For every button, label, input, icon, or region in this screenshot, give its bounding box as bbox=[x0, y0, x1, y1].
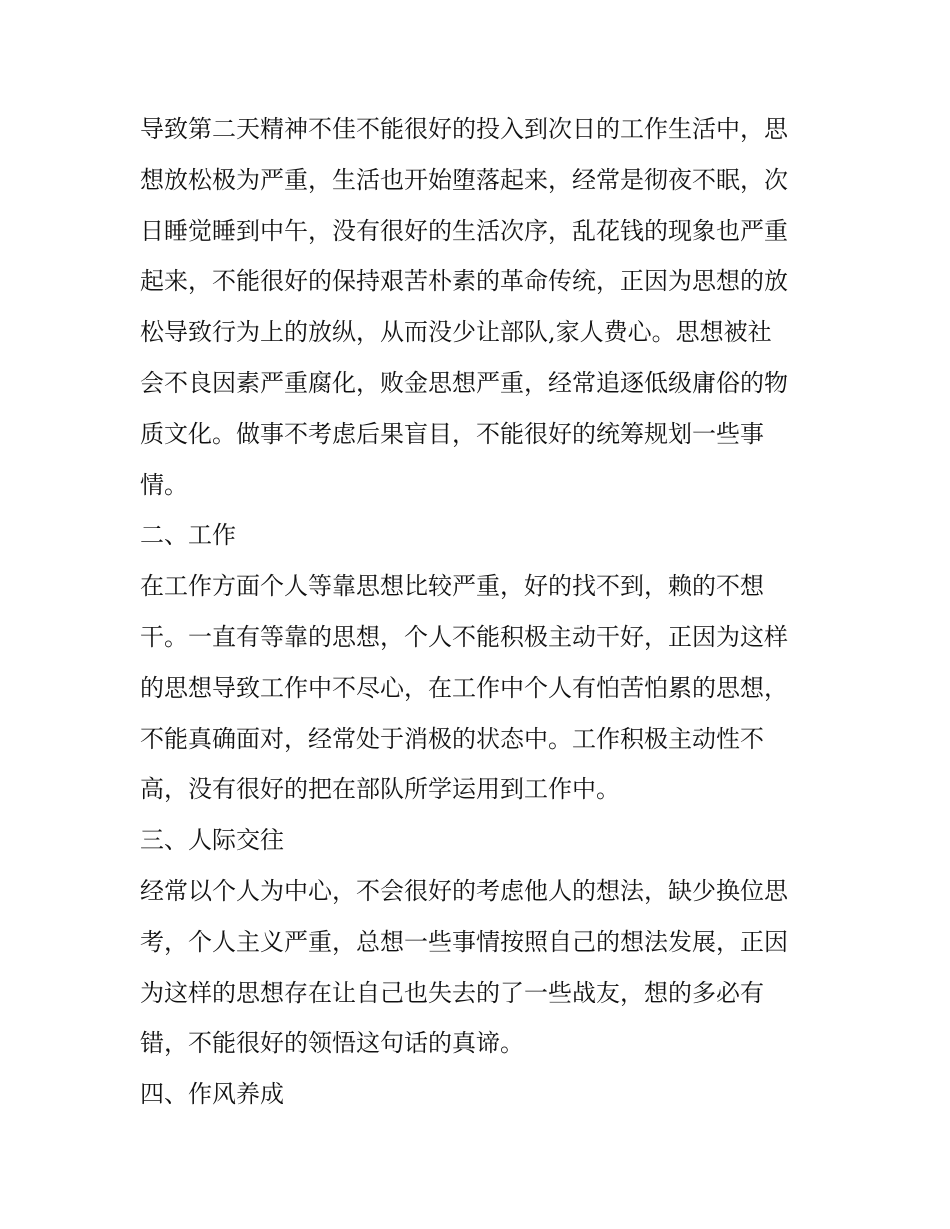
paragraph-line: 经常以个人为中心，不会很好的考虑他人的想法，缺少换位思 bbox=[140, 876, 788, 905]
paragraph-line: 会不良因素严重腐化，败金思想严重，经常追逐低级庸俗的物 bbox=[140, 368, 788, 397]
document-body bbox=[140, 104, 812, 1120]
section-heading-style: 四、作风养成 bbox=[140, 1080, 284, 1109]
paragraph-line: 情。 bbox=[140, 470, 188, 499]
section-heading-relations: 三、人际交往 bbox=[140, 826, 284, 855]
paragraph-line: 干。一直有等靠的思想，个人不能积极主动干好，正因为这样 bbox=[140, 622, 788, 651]
section-heading-work: 二、工作 bbox=[140, 521, 236, 550]
paragraph-line: 高，没有很好的把在部队所学运用到工作中。 bbox=[140, 775, 620, 804]
paragraph-line: 为这样的思想存在让自己也失去的了一些战友，想的多必有 bbox=[140, 978, 764, 1007]
paragraph-line: 日睡觉睡到中午，没有很好的生活次序，乱花钱的现象也严重 bbox=[140, 216, 788, 245]
paragraph-line: 在工作方面个人等靠思想比较严重，好的找不到，赖的不想 bbox=[140, 572, 764, 601]
paragraph-work bbox=[140, 561, 812, 815]
paragraph-line: 起来，不能很好的保持艰苦朴素的革命传统，正因为思想的放 bbox=[140, 267, 788, 296]
paragraph-line: 质文化。做事不考虑后果盲目，不能很好的统筹规划一些事 bbox=[140, 419, 764, 448]
paragraph-line: 松导致行为上的放纵，从而没少让部队,家人费心。思想被社 bbox=[140, 318, 772, 347]
paragraph-line: 错，不能很好的领悟这句话的真谛。 bbox=[140, 1029, 524, 1058]
paragraph-relations bbox=[140, 866, 812, 1069]
paragraph-line: 不能真确面对，经常处于消极的状态中。工作积极主动性不 bbox=[140, 724, 764, 753]
paragraph-line: 导致第二天精神不佳不能很好的投入到次日的工作生活中，思 bbox=[140, 115, 788, 143]
paragraph-line: 想放松极为严重，生活也开始堕落起来，经常是彻夜不眠，次 bbox=[140, 165, 788, 194]
paragraph-lifestyle bbox=[140, 104, 812, 510]
paragraph-line: 的思想导致工作中不尽心，在工作中个人有怕苦怕累的思想， bbox=[140, 673, 788, 702]
paragraph-line: 考，个人主义严重，总想一些事情按照自己的想法发展，正因 bbox=[140, 927, 788, 956]
